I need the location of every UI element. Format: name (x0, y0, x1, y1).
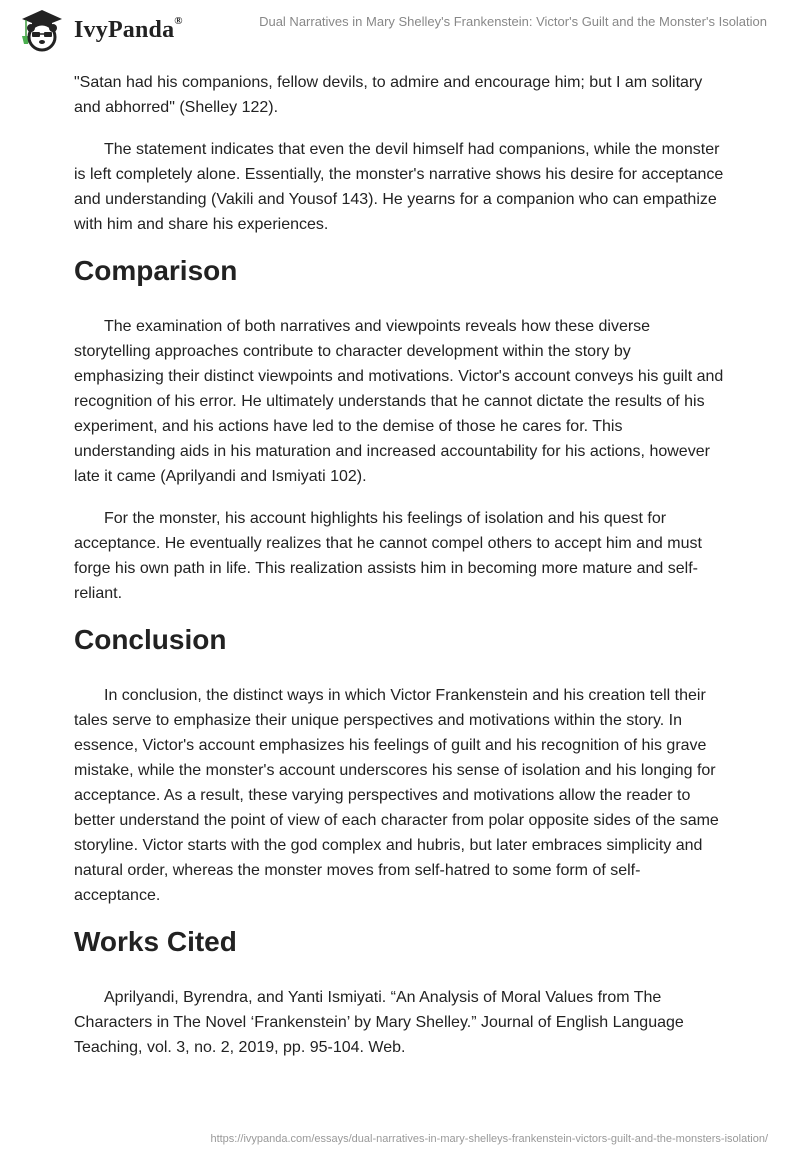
page-header (0, 0, 800, 56)
body-paragraph: In conclusion, the distinct ways in which Victor Frankenstein and his creation tell their tales serve to emphasize their unique perspectives and motivations within the story. In essence, Victor's account emphasizes his feelings of guilt and his recognition of his grave mistake, while the monster's account underscores his sense of isolation and his longing for acceptance. As a result, these varying perspectives and motivations allow the reader to better understand the point of view of each character from polar opposite sides of the same storyline. Victor starts with the god complex and hubris, but later embraces simplicity and natural order, whereas the monster moves from self-hatred to some form of self-acceptance. (74, 687, 719, 904)
section-heading-works-cited: Works Cited (74, 926, 237, 957)
essay-content (74, 70, 724, 1077)
panda-graduate-icon (18, 8, 66, 52)
brand-logo[interactable] (18, 8, 183, 52)
body-paragraph: The examination of both narratives and viewpoints reveals how these diverse storytelling approaches contribute to character development within the story by emphasizing their distinct viewpoints and motivations. Victor's account conveys his guilt and recognition of his error. He ultimately understands that he cannot dictate the results of his experiment, and his actions have led to the demise of those he cares for. This understanding aids in his maturation and increased accountability for his actions, however late it came (Aprilyandi and Ismiyati 102). (74, 318, 724, 485)
body-paragraph: For the monster, his account highlights his feelings of isolation and his quest for acceptance. He eventually realizes that he cannot compel others to accept him and must forge his own path in life. This realization assists him in becoming more mature and self-reliant. (74, 510, 702, 602)
quote-paragraph: "Satan had his companions, fellow devils, to admire and encourage him; but I am solitary and abhorred" (Shelley 122). (74, 74, 703, 116)
section-heading-conclusion: Conclusion (74, 624, 227, 655)
document-title: Dual Narratives in Mary Shelley's Frankenstein: Victor's Guilt and the Monster's Isolation (259, 14, 767, 29)
brand-name: IvyPanda® (74, 14, 183, 43)
source-url-link[interactable]: https://ivypanda.com/essays/dual-narratives-in-mary-shelleys-frankenstein-victors-guilt-and-the-monsters-isolation/ (210, 1133, 768, 1145)
section-heading-comparison: Comparison (74, 255, 238, 286)
citation-entry: Aprilyandi, Byrendra, and Yanti Ismiyati. “An Analysis of Moral Values from The Characters in The Novel ‘Frankenstein’ by Mary Shelley.” Journal of English Language Teaching, vol. 3, no. 2, 2019, pp. 95-104. Web. (74, 989, 684, 1056)
body-paragraph: The statement indicates that even the devil himself had companions, while the monster is left completely alone. Essentially, the monster's narrative shows his desire for acceptance and understanding (Vakili and Yousof 143). He yearns for a companion who can empathize with him and share his experiences. (74, 141, 724, 233)
